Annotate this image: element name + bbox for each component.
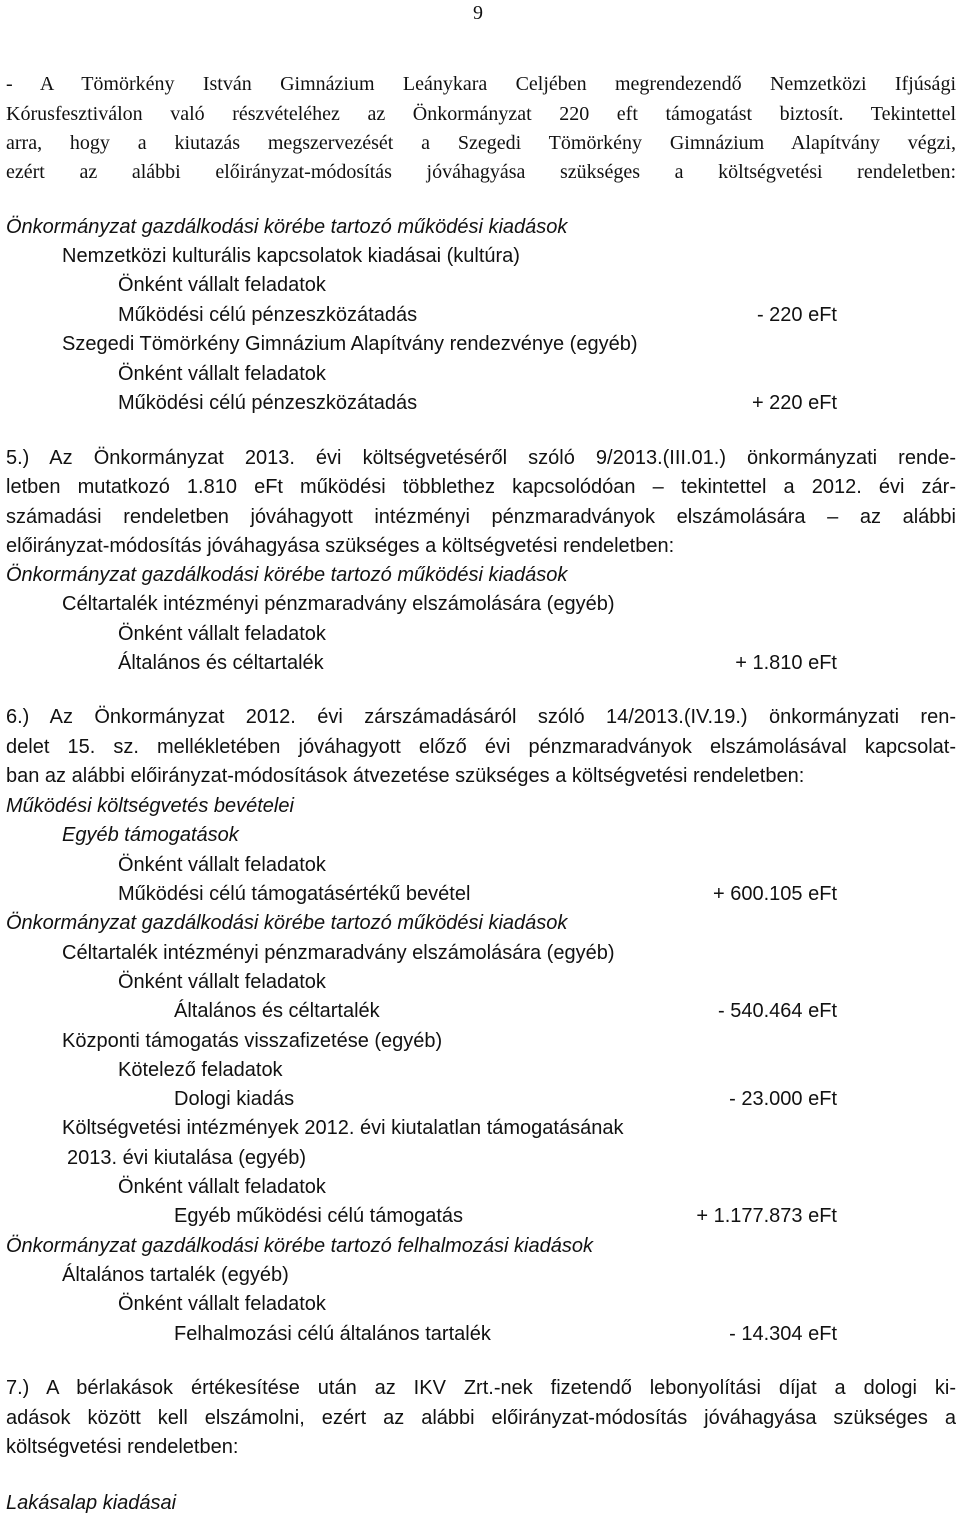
budget-line: Kötelező feladatok (118, 1059, 283, 1081)
budget-line: Önként vállalt feladatok (118, 1176, 326, 1198)
section-heading: Lakásalap kiadásai (6, 1492, 177, 1514)
budget-line: Céltartalék intézményi pénzmaradvány elszámolására (egyéb) (62, 942, 615, 964)
intro-line: ezért az alábbi előirányzat-módosítás jóváhagyása szükséges a költségvetési rendeletben: (6, 161, 956, 183)
budget-line: Önként vállalt feladatok (118, 854, 326, 876)
budget-line: Központi támogatás visszafizetése (egyéb) (62, 1030, 443, 1052)
budget-amount: - 14.304 eFt (729, 1323, 837, 1345)
budget-amount: - 220 eFt (756, 304, 837, 326)
budget-amount: - 540.464 eFt (718, 1000, 837, 1022)
paragraph-line: ban az alábbi előirányzat-módosítások átvezetése szükséges a költségvetési rendeletben: (6, 765, 805, 787)
section-heading: Önkormányzat gazdálkodási körébe tartozó működési kiadások (6, 912, 568, 934)
paragraph-line: előirányzat-módosítás jóváhagyása szükséges a költségvetési rendeletben: (6, 535, 675, 557)
budget-line: Céltartalék intézményi pénzmaradvány elszámolására (egyéb) (62, 593, 615, 615)
intro-line: arra, hogy a kiutazás megszervezését a Szegedi Tömörkény Gimnázium Alapítvány végzi, (6, 132, 956, 154)
paragraph-line: számadási rendeletben jóváhagyott intézményi pénzmaradványok elszámolására – az alábbi (6, 506, 956, 528)
paragraph-line: 6.) Az Önkormányzat 2012. évi zárszámadásáról szóló 14/2013.(IV.19.) önkormányzati ren- (6, 706, 956, 728)
budget-amount: + 1.177.873 eFt (696, 1205, 837, 1227)
section-heading: Önkormányzat gazdálkodási körébe tartozó működési kiadások (6, 564, 568, 586)
budget-line: Önként vállalt feladatok (118, 274, 326, 296)
page-number: 9 (473, 2, 483, 24)
budget-line: Önként vállalt feladatok (118, 363, 326, 385)
budget-line: Egyéb működési célú támogatás (174, 1205, 464, 1227)
budget-line: Nemzetközi kulturális kapcsolatok kiadásai (kultúra) (62, 245, 520, 267)
budget-line: Általános és céltartalék (174, 1000, 380, 1022)
budget-line: Szegedi Tömörkény Gimnázium Alapítvány rendezvénye (egyéb) (62, 333, 638, 355)
budget-amount: + 600.105 eFt (713, 883, 837, 905)
budget-line: Általános tartalék (egyéb) (62, 1264, 289, 1286)
budget-line: Működési célú pénzeszközátadás (118, 304, 418, 326)
budget-amount: + 1.810 eFt (735, 652, 837, 674)
section-heading: Önkormányzat gazdálkodási körébe tartozó felhalmozási kiadások (6, 1235, 593, 1257)
section-heading: Önkormányzat gazdálkodási körébe tartozó működési kiadások (6, 216, 568, 238)
budget-line: Működési célú pénzeszközátadás (118, 392, 418, 414)
paragraph-line: adások között kell elszámolni, ezért az alábbi előirányzat-módosítás jóváhagyása szükséges a (6, 1407, 956, 1429)
budget-amount: - 23.000 eFt (729, 1088, 837, 1110)
budget-line: Önként vállalt feladatok (118, 1293, 326, 1315)
budget-line: Önként vállalt feladatok (118, 971, 326, 993)
budget-line: Felhalmozási célú általános tartalék (174, 1323, 491, 1345)
section-heading: Működési költségvetés bevételei (6, 795, 294, 817)
section-subheading: Egyéb támogatások (62, 824, 239, 846)
budget-line: 2013. évi kiutalása (egyéb) (67, 1147, 307, 1169)
budget-line: Általános és céltartalék (118, 652, 324, 674)
budget-line: Költségvetési intézmények 2012. évi kiutalatlan támogatásának (62, 1117, 624, 1139)
paragraph-line: letben mutatkozó 1.810 eFt működési többlethez kapcsolódóan – tekintettel a 2012. évi zár- (6, 476, 956, 498)
budget-line: Működési célú támogatásértékű bevétel (118, 883, 471, 905)
intro-line: - A Tömörkény István Gimnázium Leánykara Celjében megrendezendő Nemzetközi Ifjúsági (6, 73, 956, 95)
budget-line: Dologi kiadás (174, 1088, 295, 1110)
intro-line: Kórusfesztiválon való részvételéhez az Önkormányzat 220 eft támogatást biztosít. Tekintettel (6, 103, 956, 125)
paragraph-line: 5.) Az Önkormányzat 2013. évi költségvetéséről szóló 9/2013.(III.01.) önkormányzati rende- (6, 447, 956, 469)
budget-line: Önként vállalt feladatok (118, 623, 326, 645)
paragraph-line: delet 15. sz. mellékletében jóváhagyott előző évi pénzmaradványok elszámolásával kapcsolat- (6, 736, 956, 758)
paragraph-line: 7.) A bérlakások értékesítése után az IKV Zrt.-nek fizetendő lebonyolítási díjat a dologi ki- (6, 1377, 956, 1399)
budget-amount: + 220 eFt (751, 392, 837, 414)
paragraph-line: költségvetési rendeletben: (6, 1436, 239, 1458)
